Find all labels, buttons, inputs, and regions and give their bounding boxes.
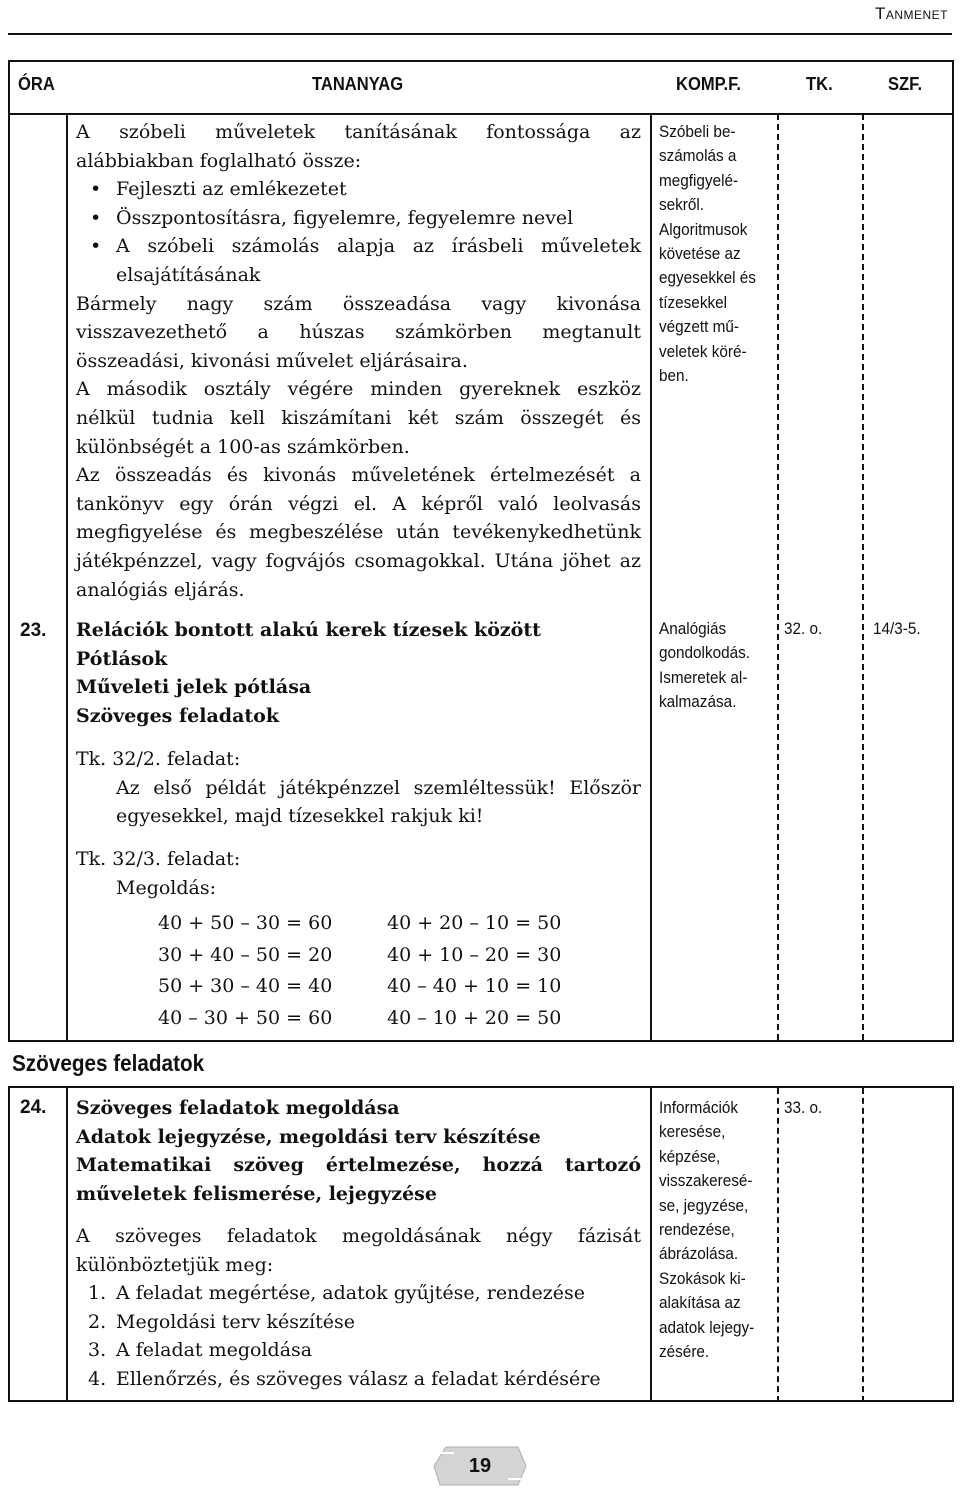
komp-line: Analógiás [659, 619, 727, 638]
komp-line: Szokások ki- [659, 1268, 746, 1288]
lesson-23-komp-cell [659, 617, 750, 715]
komp-line: Információk [659, 1098, 739, 1117]
bullet-item [90, 204, 641, 233]
lesson-23-task-1 [76, 745, 641, 831]
equation: 40 + 50 – 30 = 60 [158, 912, 333, 934]
task-title: Tk. 32/3. feladat: [76, 848, 241, 870]
intro-paragraph-1: A szóbeli műveletek tanításának fontossága az alábbiakban foglalható össze: [76, 121, 641, 172]
equation: 30 + 40 – 50 = 20 [158, 943, 333, 966]
column-header-tk: TK. [806, 74, 833, 94]
bullet-item [90, 175, 641, 204]
komp-line: követése az [659, 244, 741, 264]
komp-line: zésére. [659, 1342, 710, 1362]
lesson-title: Szöveges feladatok [76, 704, 279, 727]
step-text: A feladat megértése, adatok gyűjtése, rendezése [116, 1282, 585, 1305]
komp-line: egyesekkel és [659, 268, 756, 288]
equation-column-right [387, 908, 561, 1034]
column-divider-komp [777, 114, 779, 1040]
lesson-title: Pótlások [76, 647, 168, 670]
step-text: A feladat megoldása [116, 1339, 313, 1362]
lesson-24-tk: 33. o. [784, 1098, 823, 1117]
bullet-text: Összpontosításra, figyelemre, fegyelemre nevel [116, 206, 574, 229]
step-item [88, 1308, 641, 1337]
step-number: 2. [88, 1310, 107, 1333]
komp-line: alakítása az [659, 1293, 741, 1313]
running-header: Tanmenet [874, 4, 948, 23]
equation: 40 + 10 – 20 = 30 [387, 943, 562, 966]
lesson-title: Műveleti jelek pótlása [76, 676, 312, 699]
lesson-23-tk: 32. o. [784, 619, 823, 638]
header-row-rule [8, 113, 954, 115]
lesson-title: Adatok lejegyzése, megoldási terv készítése [76, 1125, 541, 1148]
intro-komp-cell [659, 120, 756, 388]
intro-paragraph-2: Bármely nagy szám összeadása vagy kivonása visszavezethető a húszas számkörben megtanult összeadási, kivonási művelet eljárásaira. [76, 292, 641, 372]
komp-line: végzett mű- [659, 317, 739, 337]
equation: 40 – 40 + 10 = 10 [387, 975, 562, 997]
page-number: 19 [468, 1455, 492, 1477]
step-item [88, 1336, 641, 1365]
equation: 40 – 30 + 50 = 60 [158, 1006, 333, 1029]
komp-line: adatok lejegy- [659, 1317, 755, 1337]
lesson-title: Szöveges feladatok megoldása [76, 1097, 400, 1119]
frame-top-lower [8, 1086, 954, 1088]
lesson-24-intro: A szöveges feladatok megoldásának négy fázisát különböztetjük meg: [76, 1225, 641, 1276]
bullet-icon: • [90, 235, 102, 258]
header-rule [8, 33, 952, 35]
equation: 40 – 10 + 20 = 50 [387, 1006, 562, 1029]
column-header-szf: SZF. [888, 74, 923, 94]
column-divider-tananyag [650, 114, 652, 1040]
komp-line: keresése, [659, 1122, 726, 1142]
intro-block [76, 118, 641, 604]
step-number: 3. [88, 1339, 107, 1362]
komp-line: megfigyelé- [659, 170, 739, 190]
bullet-text: A szóbeli számolás alapja az írásbeli műveletek elsajátításának [116, 235, 641, 286]
bullet-icon: • [90, 178, 102, 201]
lesson-23-titles [76, 616, 641, 730]
komp-line: sekről. [659, 195, 705, 215]
komp-line: ábrázolása. [659, 1244, 739, 1264]
column-divider-tk-lower [862, 1088, 864, 1402]
column-divider-tananyag-lower [650, 1088, 652, 1402]
task-title: Tk. 32/2. feladat: [76, 748, 241, 770]
intro-paragraph-3: A második osztály végére minden gyereknek eszköz nélkül tudnia kell kiszámítani két szám összegét és különbségét a 100-as számkörben. [76, 378, 641, 458]
column-divider-komp-lower [777, 1088, 779, 1402]
task-text: Az első példát játékpénzzel szemléltessük! Először egyesekkel, majd tízesekkel rakjuk ki! [116, 776, 641, 828]
komp-line: tízesekkel [659, 292, 728, 312]
step-text: Ellenőrzés, és szöveges válasz a feladat kérdésére [116, 1367, 601, 1390]
section-heading: Szöveges feladatok [12, 1050, 205, 1076]
komp-line: Szóbeli be- [659, 122, 736, 141]
komp-line: veletek köré- [659, 341, 747, 361]
komp-line: képzése, [659, 1146, 721, 1166]
step-text: Megoldási terv készítése [116, 1310, 355, 1333]
intro-paragraph-4: Az összeadás és kivonás műveletének értelmezését a tankönyv egy órán végzi el. A képről való leolvasás megfigyelése és megbeszélése után tevékenykedhetünk játékpénzzel, vagy fogvájós csomagokkal. Utána jöhet az analógiás eljárás. [76, 464, 641, 601]
column-header-tananyag: TANANYAG [312, 74, 404, 94]
lesson-24-number: 24. [20, 1097, 47, 1118]
lesson-23-szf: 14/3-5. [873, 619, 921, 638]
step-item [88, 1279, 641, 1308]
equation-column-left [158, 908, 332, 1034]
komp-line: kalmazása. [659, 692, 737, 712]
column-header-ora: ÓRA [18, 74, 55, 94]
equation: 40 + 20 – 10 = 50 [387, 912, 562, 934]
komp-line: rendezése, [659, 1220, 735, 1240]
step-number: 4. [88, 1367, 107, 1390]
bullet-icon: • [90, 206, 102, 229]
column-divider-ora-lower [66, 1088, 68, 1402]
frame-left-upper [8, 60, 10, 1040]
frame-bottom-upper [8, 1040, 954, 1042]
step-list [76, 1279, 641, 1393]
bullet-item [90, 232, 641, 289]
bullet-text: Fejleszti az emlékezetet [116, 178, 347, 201]
lesson-24-titles [76, 1094, 641, 1208]
lesson-24-komp-cell [659, 1096, 754, 1364]
solution-label: Megoldás: [116, 876, 217, 899]
column-header-komp: KOMP.F. [676, 74, 742, 94]
komp-line: se, jegyzése, [659, 1195, 749, 1215]
lesson-title: Relációk bontott alakú kerek tízesek között [76, 619, 541, 641]
komp-line: gondolkodás. [659, 643, 751, 663]
komp-line: Algoritmusok [659, 219, 748, 239]
lesson-23-task-2 [76, 845, 641, 902]
step-item [88, 1365, 641, 1394]
lesson-23-number: 23. [20, 620, 47, 641]
intro-bullet-list [76, 175, 641, 289]
komp-line: számolás a [659, 146, 737, 166]
komp-line: visszakeresé- [659, 1171, 753, 1191]
column-divider-tk [862, 114, 864, 1040]
column-divider-ora [66, 114, 68, 1040]
frame-right-upper [952, 60, 954, 1040]
equation: 50 + 30 – 40 = 40 [158, 975, 333, 997]
lesson-24-body [76, 1222, 641, 1394]
komp-line: ben. [659, 366, 689, 386]
komp-line: Ismeretek al- [659, 667, 748, 687]
lesson-title: Matematikai szöveg értelmezése, hozzá tartozó műveletek felismerése, lejegyzése [76, 1154, 641, 1205]
step-number: 1. [88, 1282, 107, 1305]
